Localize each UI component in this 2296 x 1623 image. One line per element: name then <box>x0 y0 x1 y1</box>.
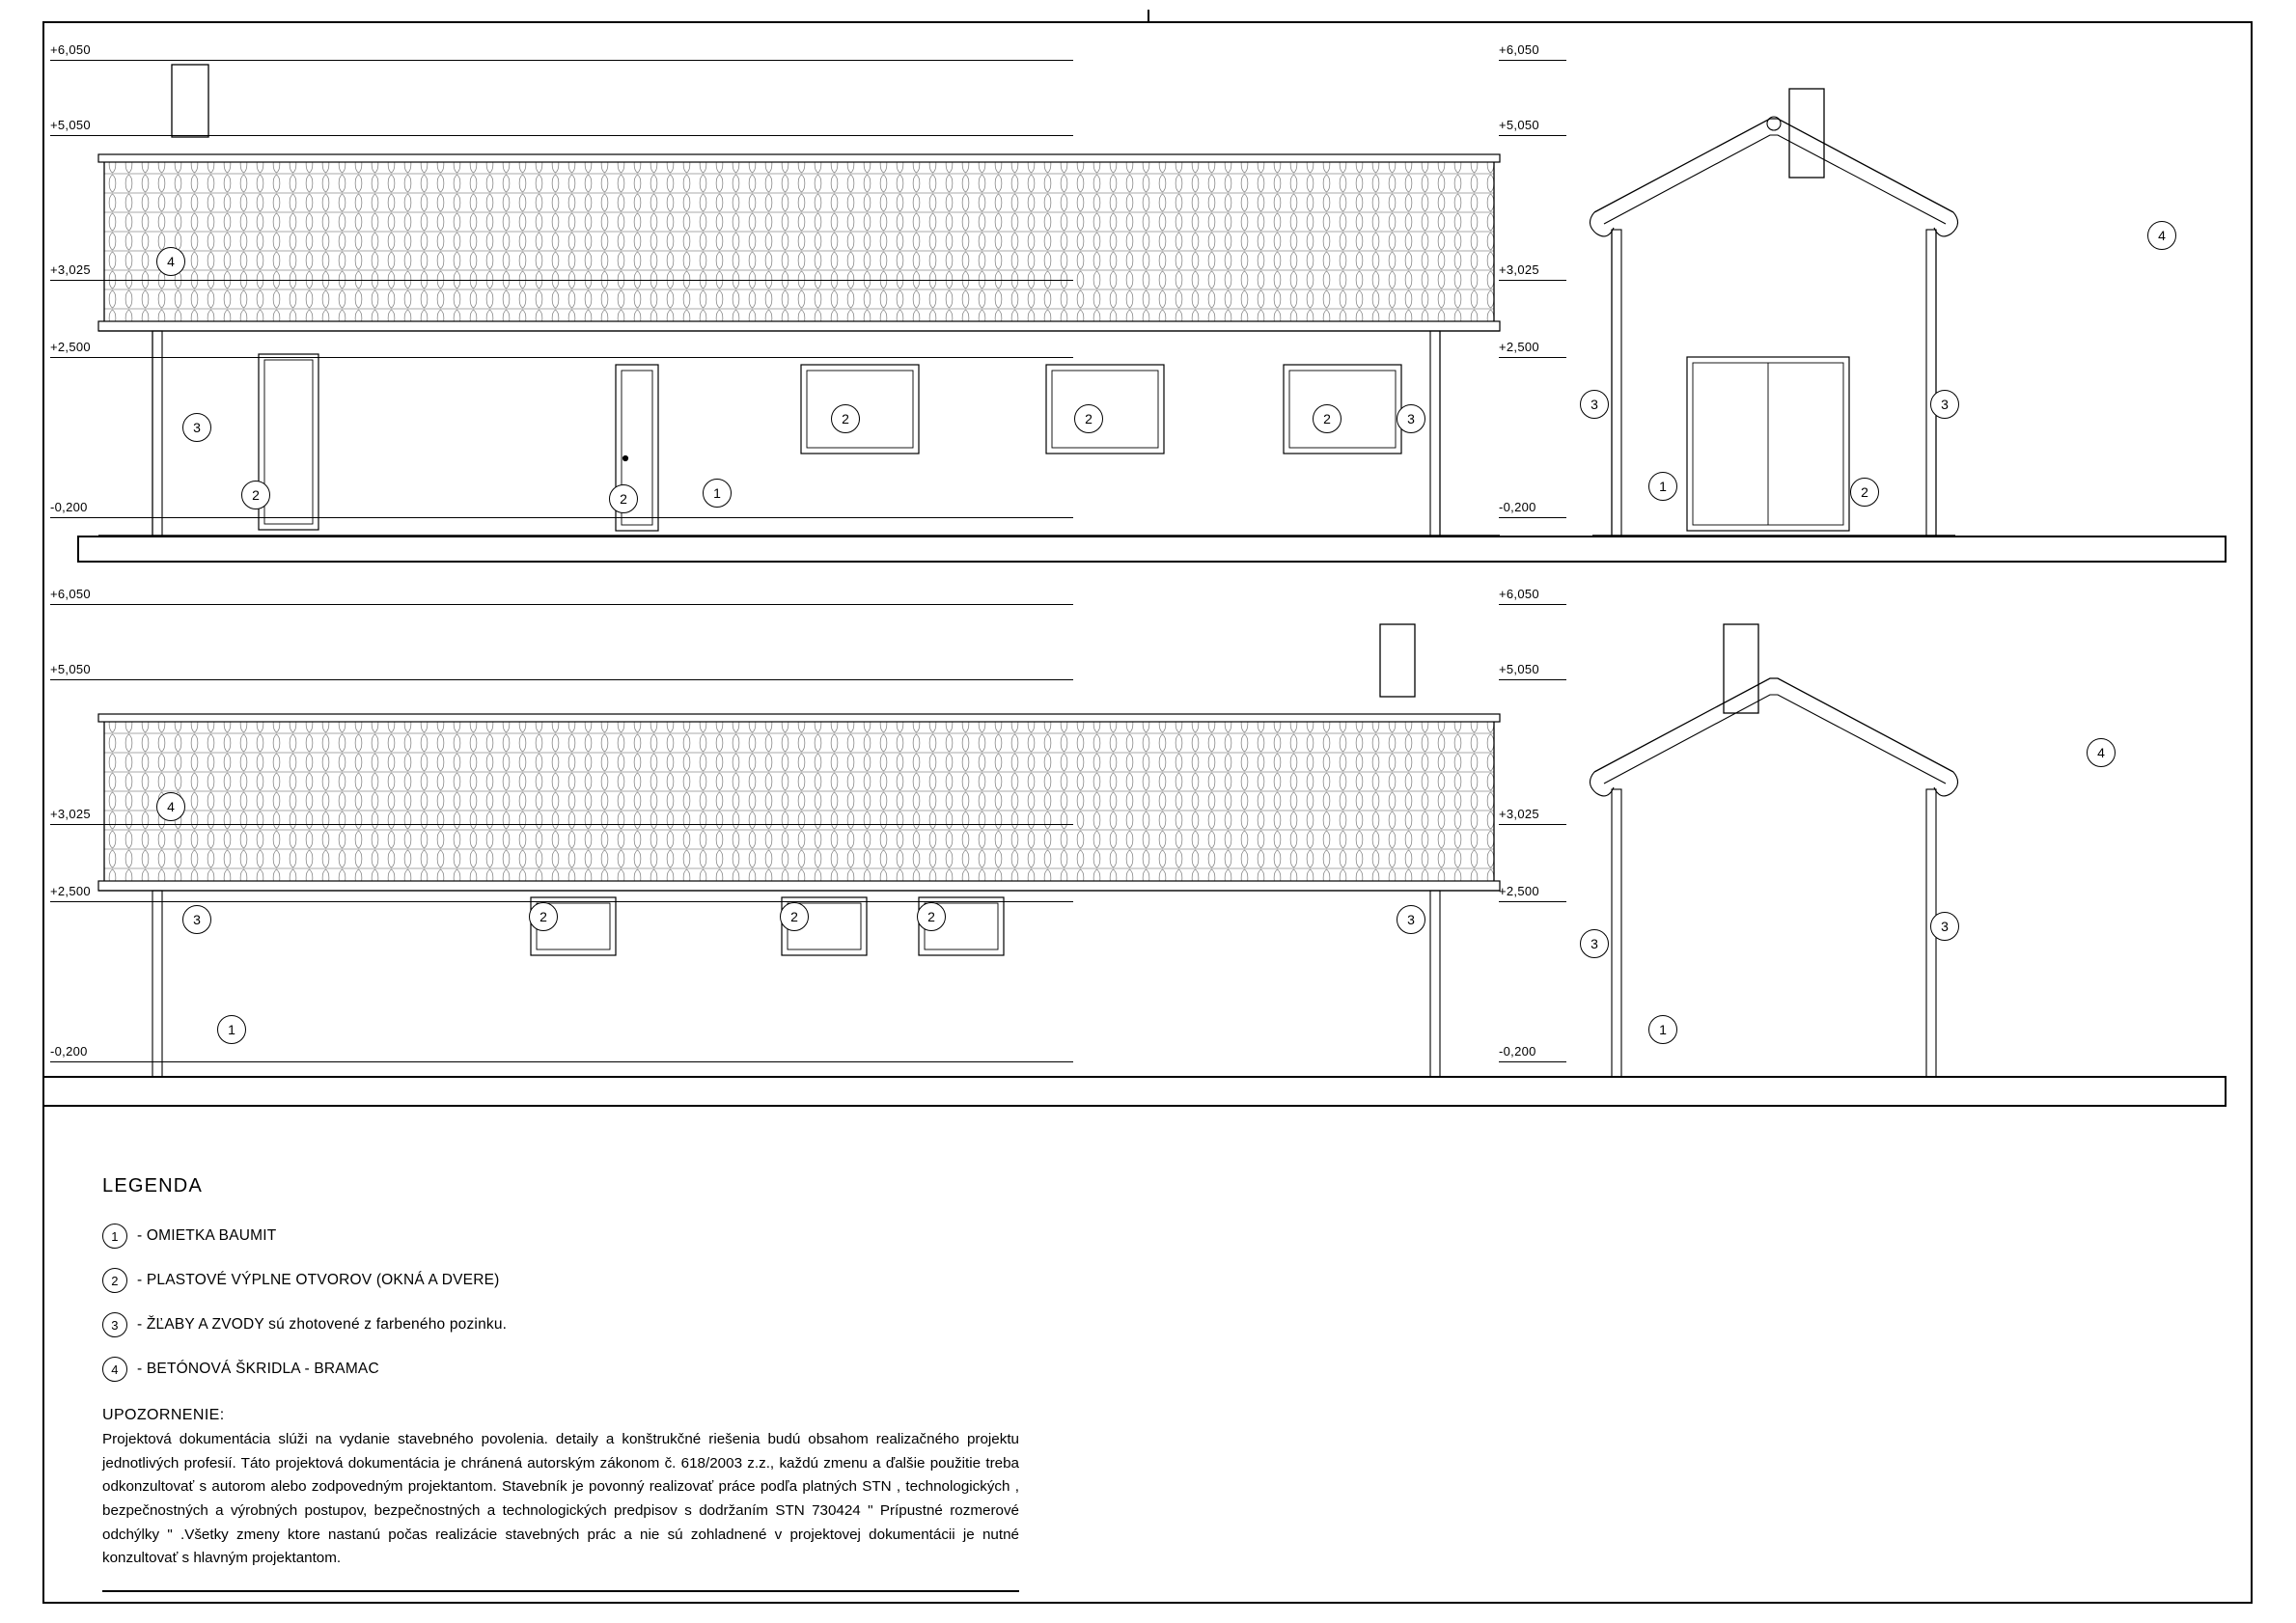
level-mark: +5,050 <box>1499 118 1539 132</box>
marker-bubble: 2 <box>1313 404 1342 433</box>
marker-bubble: 3 <box>1930 390 1959 419</box>
legend-item-label: - OMIETKA BAUMIT <box>137 1227 277 1244</box>
legend-bubble: 4 <box>102 1357 127 1382</box>
level-line <box>1499 901 1566 902</box>
notice-body: Projektová dokumentácia slúži na vydanie stavebného povolenia. detaily a konštrukčné riešenia budú obsahom realizačného projektu jednotlivých profesií. Táto projektová dokumentácia je chránená autorským zákonom č. 618/2003 z.z., každú zmenu a ďalšie použitie treba odkonzultovať s autorom alebo zodpovedným projektantom. Stavebník je povonný realizovať práce podľa platných STN , technologických , bezpečnostných a výrobných postupov, bezpečnostných a technologických predpisov s dodržaním STN 730424 " Prípustné rozmerové odchýlky " .Všetky zmeny ktore nastanú počas realizácie stavebných prác a nie sú zohladnené v projektovej dokumentácii je nutné konzultovať s hlavným projektantom. <box>102 1431 1019 1567</box>
marker-bubble: 2 <box>529 902 558 931</box>
level-line <box>50 135 1073 136</box>
level-line <box>50 901 1073 902</box>
marker-bubble: 2 <box>241 481 270 509</box>
level-line <box>1499 60 1566 61</box>
level-line <box>50 60 1073 61</box>
level-line <box>50 357 1073 358</box>
legend-item-label: - ŽĽABY A ZVODY sú zhotovené z farbeného pozinku. <box>137 1316 508 1333</box>
level-line <box>1499 604 1566 605</box>
level-line <box>1499 280 1566 281</box>
level-line <box>1499 824 1566 825</box>
marker-bubble: 2 <box>831 404 860 433</box>
level-mark: +2,500 <box>50 340 91 354</box>
right-side-elevation-graphic <box>1573 19 2036 569</box>
legend-item <box>102 1224 276 1249</box>
notice-underline <box>102 1590 1019 1592</box>
legend-bubble: 1 <box>102 1224 127 1249</box>
legend-title: LEGENDA <box>102 1175 203 1197</box>
marker-bubble: 3 <box>1397 404 1425 433</box>
level-mark: +3,025 <box>1499 262 1539 277</box>
marker-bubble: 1 <box>217 1015 246 1044</box>
level-mark: +5,050 <box>50 118 91 132</box>
marker-bubble: 4 <box>156 247 185 276</box>
marker-bubble: 2 <box>1850 478 1879 507</box>
level-mark: +6,050 <box>50 42 91 57</box>
level-line <box>50 280 1073 281</box>
level-mark: +3,025 <box>1499 807 1539 821</box>
marker-bubble: 2 <box>917 902 946 931</box>
marker-bubble: 4 <box>156 792 185 821</box>
marker-bubble: 2 <box>1074 404 1103 433</box>
marker-bubble: 3 <box>1397 905 1425 934</box>
level-mark: +3,025 <box>50 807 91 821</box>
legend-item <box>102 1357 379 1382</box>
marker-bubble: 3 <box>182 413 211 442</box>
marker-bubble: 3 <box>182 905 211 934</box>
legend-bubble: 3 <box>102 1312 127 1337</box>
level-line <box>1499 1061 1566 1062</box>
level-mark: -0,200 <box>50 1044 88 1059</box>
level-mark: +2,500 <box>50 884 91 898</box>
level-line <box>1499 357 1566 358</box>
marker-bubble: 4 <box>2087 738 2116 767</box>
notice-title: UPOZORNENIE: <box>102 1407 225 1423</box>
marker-bubble: 2 <box>609 484 638 513</box>
marker-bubble: 3 <box>1580 929 1609 958</box>
level-line <box>50 517 1073 518</box>
marker-bubble: 4 <box>2147 221 2176 250</box>
level-line <box>50 679 1073 680</box>
left-side-elevation-graphic <box>1573 579 2036 1090</box>
marker-bubble: 1 <box>1648 472 1677 501</box>
ground-band <box>77 536 2227 563</box>
marker-bubble: 1 <box>703 479 732 508</box>
level-mark: +5,050 <box>50 662 91 676</box>
level-mark: +2,500 <box>1499 884 1539 898</box>
level-mark: +6,050 <box>50 587 91 601</box>
legend-item-label: - PLASTOVÉ VÝPLNE OTVOROV (OKNÁ A DVERE) <box>137 1272 500 1288</box>
legend-item <box>102 1268 500 1293</box>
level-mark: +6,050 <box>1499 587 1539 601</box>
ground-band <box>42 1076 2227 1107</box>
legend-item-label: - BETÓNOVÁ ŠKRIDLA - BRAMAC <box>137 1361 379 1377</box>
level-line <box>1499 135 1566 136</box>
level-mark: +5,050 <box>1499 662 1539 676</box>
level-line <box>1499 679 1566 680</box>
marker-bubble: 1 <box>1648 1015 1677 1044</box>
legend-bubble: 2 <box>102 1268 127 1293</box>
marker-bubble: 2 <box>780 902 809 931</box>
level-mark: -0,200 <box>1499 500 1536 514</box>
level-mark: +6,050 <box>1499 42 1539 57</box>
level-mark: -0,200 <box>50 500 88 514</box>
marker-bubble: 3 <box>1930 912 1959 941</box>
level-mark: -0,200 <box>1499 1044 1536 1059</box>
rear-elevation-graphic <box>39 579 1544 1090</box>
level-mark: +3,025 <box>50 262 91 277</box>
marker-bubble: 3 <box>1580 390 1609 419</box>
level-line <box>50 824 1073 825</box>
level-mark: +2,500 <box>1499 340 1539 354</box>
legend-item <box>102 1312 507 1337</box>
level-line <box>50 604 1073 605</box>
level-line <box>1499 517 1566 518</box>
level-line <box>50 1061 1073 1062</box>
